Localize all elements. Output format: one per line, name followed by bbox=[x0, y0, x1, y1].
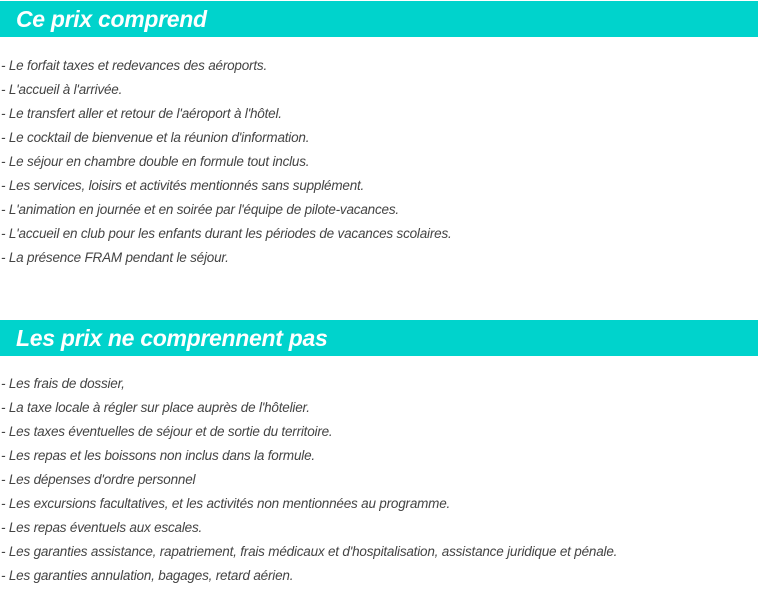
list-item: - La taxe locale à régler sur place auprès de l'hôtelier. bbox=[1, 400, 310, 415]
not-included-list bbox=[0, 372, 617, 588]
list-item: - L'accueil en club pour les enfants durant les périodes de vacances scolaires. bbox=[1, 226, 452, 241]
list-item: - L'accueil à l'arrivée. bbox=[1, 82, 123, 97]
list-item: - Les garanties annulation, bagages, retard aérien. bbox=[1, 568, 294, 583]
list-item: - Les taxes éventuelles de séjour et de sortie du territoire. bbox=[1, 424, 333, 439]
list-item: - Les repas et les boissons non inclus dans la formule. bbox=[1, 448, 315, 463]
list-item: - La présence FRAM pendant le séjour. bbox=[1, 250, 229, 265]
list-item: - Les services, loisirs et activités mentionnés sans supplément. bbox=[1, 178, 365, 193]
included-list bbox=[0, 54, 452, 270]
list-item: - Les repas éventuels aux escales. bbox=[1, 520, 203, 535]
list-item: - Le forfait taxes et redevances des aéroports. bbox=[1, 58, 267, 73]
list-item: - Les garanties assistance, rapatriement, frais médicaux et d'hospitalisation, assistance juridique et pénale. bbox=[1, 544, 618, 559]
section-header-not-included: Les prix ne comprennent pas bbox=[0, 320, 758, 356]
list-item: - Le séjour en chambre double en formule tout inclus. bbox=[1, 154, 310, 169]
list-item: - Les frais de dossier, bbox=[1, 376, 125, 391]
list-item: - Les excursions facultatives, et les activités non mentionnées au programme. bbox=[1, 496, 451, 511]
list-item: - Les dépenses d'ordre personnel bbox=[1, 472, 196, 487]
section-header-included: Ce prix comprend bbox=[0, 1, 758, 37]
list-item: - L'animation en journée et en soirée par l'équipe de pilote-vacances. bbox=[1, 202, 399, 217]
list-item: - Le transfert aller et retour de l'aéroport à l'hôtel. bbox=[1, 106, 282, 121]
list-item: - Le cocktail de bienvenue et la réunion d'information. bbox=[1, 130, 310, 145]
